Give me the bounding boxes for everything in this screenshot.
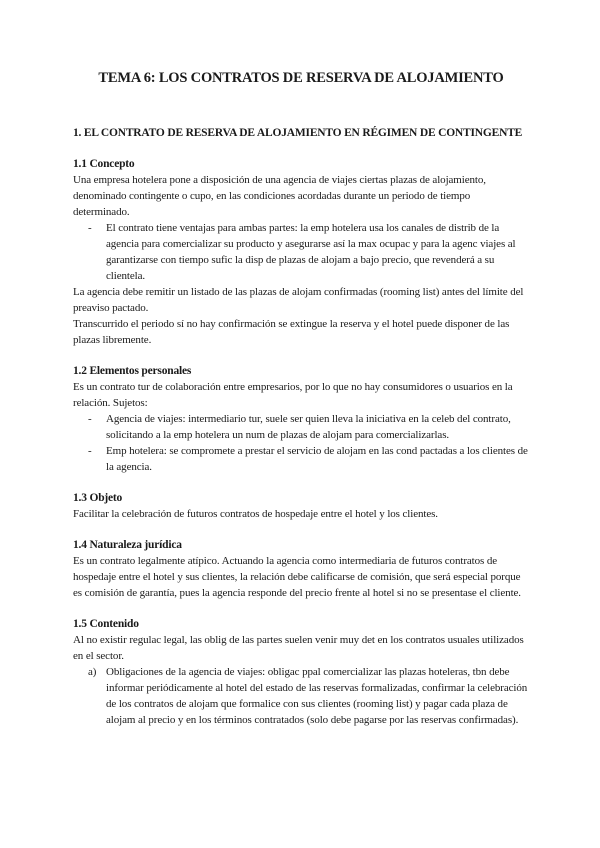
bullet-list <box>73 411 529 475</box>
list-marker: a) <box>88 666 97 678</box>
paragraph: Transcurrido el periodo sí no hay confirmación se extingue la reserva y el hotel puede disponer de las plazas libremente. <box>73 318 510 346</box>
list-item-text: El contrato tiene ventajas para ambas partes: la emp hotelera usa los canales de distrib de la agencia para comercializar su producto y asegurarse así la max ocupac y para la agenc viajes al garantizarse con tiempo sufic la disp de plazas de alojam a bajo precio, que revenderá a su clientela. <box>106 222 516 282</box>
list-item <box>88 411 529 443</box>
list-item-text: Obligaciones de la agencia de viajes: obligac ppal comercializar las plazas hoteleras, tbn debe informar periódicamente al hotel del estado de las reservas formalizadas, confirmar la celebración de los contratos de alojam que formalice con sus clientes (rooming list) y pagar cada plaza de alojam al precio y en los términos contratados (solo debe pagarse por las reservas confirmadas). <box>106 666 528 726</box>
paragraph: Es un contrato tur de colaboración entre empresarios, por lo que no hay consumidores o usuarios en la relación. Sujetos: <box>73 381 513 409</box>
paragraph: La agencia debe remitir un listado de las plazas de alojam confirmadas (rooming list) antes del límite del preaviso pactado. <box>73 286 524 314</box>
bullet-marker: - <box>88 413 92 425</box>
subsection-title: 1.2 Elementos personales <box>73 365 192 377</box>
bullet-marker: - <box>88 222 92 234</box>
subsection-contenido <box>73 616 529 728</box>
paragraph: Una empresa hotelera pone a disposición de una agencia de viajes ciertas plazas de alojamiento, denominado contingente o cupo, en las condiciones acordadas durante un periodo de tiempo determinado. <box>73 174 486 218</box>
list-item <box>88 664 529 728</box>
section-1-title: 1. EL CONTRATO DE RESERVA DE ALOJAMIENTO EN RÉGIMEN DE CONTINGENTE <box>73 127 523 139</box>
paragraph: Al no existir regulac legal, las oblig de las partes suelen venir muy det en los contratos usuales utilizados en el sector. <box>73 634 524 662</box>
subsection-title: 1.4 Naturaleza jurídica <box>73 539 182 551</box>
subsection-naturaleza <box>73 537 529 601</box>
subsection-title: 1.3 Objeto <box>73 492 123 504</box>
list-item <box>88 220 529 284</box>
subsection-objeto <box>73 490 529 522</box>
list-item-text: Agencia de viajes: intermediario tur, suele ser quien lleva la iniciativa en la celeb del contrato, solicitando a la emp hotelera un num de plazas de alojam para comercializarlas. <box>106 413 511 441</box>
lettered-list <box>73 664 529 728</box>
list-item <box>88 443 529 475</box>
paragraph: Es un contrato legalmente atípico. Actuando la agencia como intermediaria de futuros contratos de hospedaje entre el hotel y sus clientes, la relación debe calificarse de comisión, que será especial porque es comisión de garantía, pues la agencia responde del precio frente al hotel si no se presentase el cliente. <box>73 555 521 599</box>
document-title: TEMA 6: LOS CONTRATOS DE RESERVA DE ALOJAMIENTO <box>98 70 504 86</box>
subsection-title: 1.1 Concepto <box>73 158 135 170</box>
subsection-concepto <box>73 156 529 348</box>
document-page <box>73 70 529 743</box>
bullet-list <box>73 220 529 284</box>
bullet-marker: - <box>88 445 92 457</box>
subsection-elementos <box>73 363 529 475</box>
paragraph: Facilitar la celebración de futuros contratos de hospedaje entre el hotel y los clientes. <box>73 508 438 520</box>
list-item-text: Emp hotelera: se compromete a prestar el servicio de alojam en las cond pactadas a los clientes de la agencia. <box>106 445 528 473</box>
subsection-title: 1.5 Contenido <box>73 618 139 630</box>
